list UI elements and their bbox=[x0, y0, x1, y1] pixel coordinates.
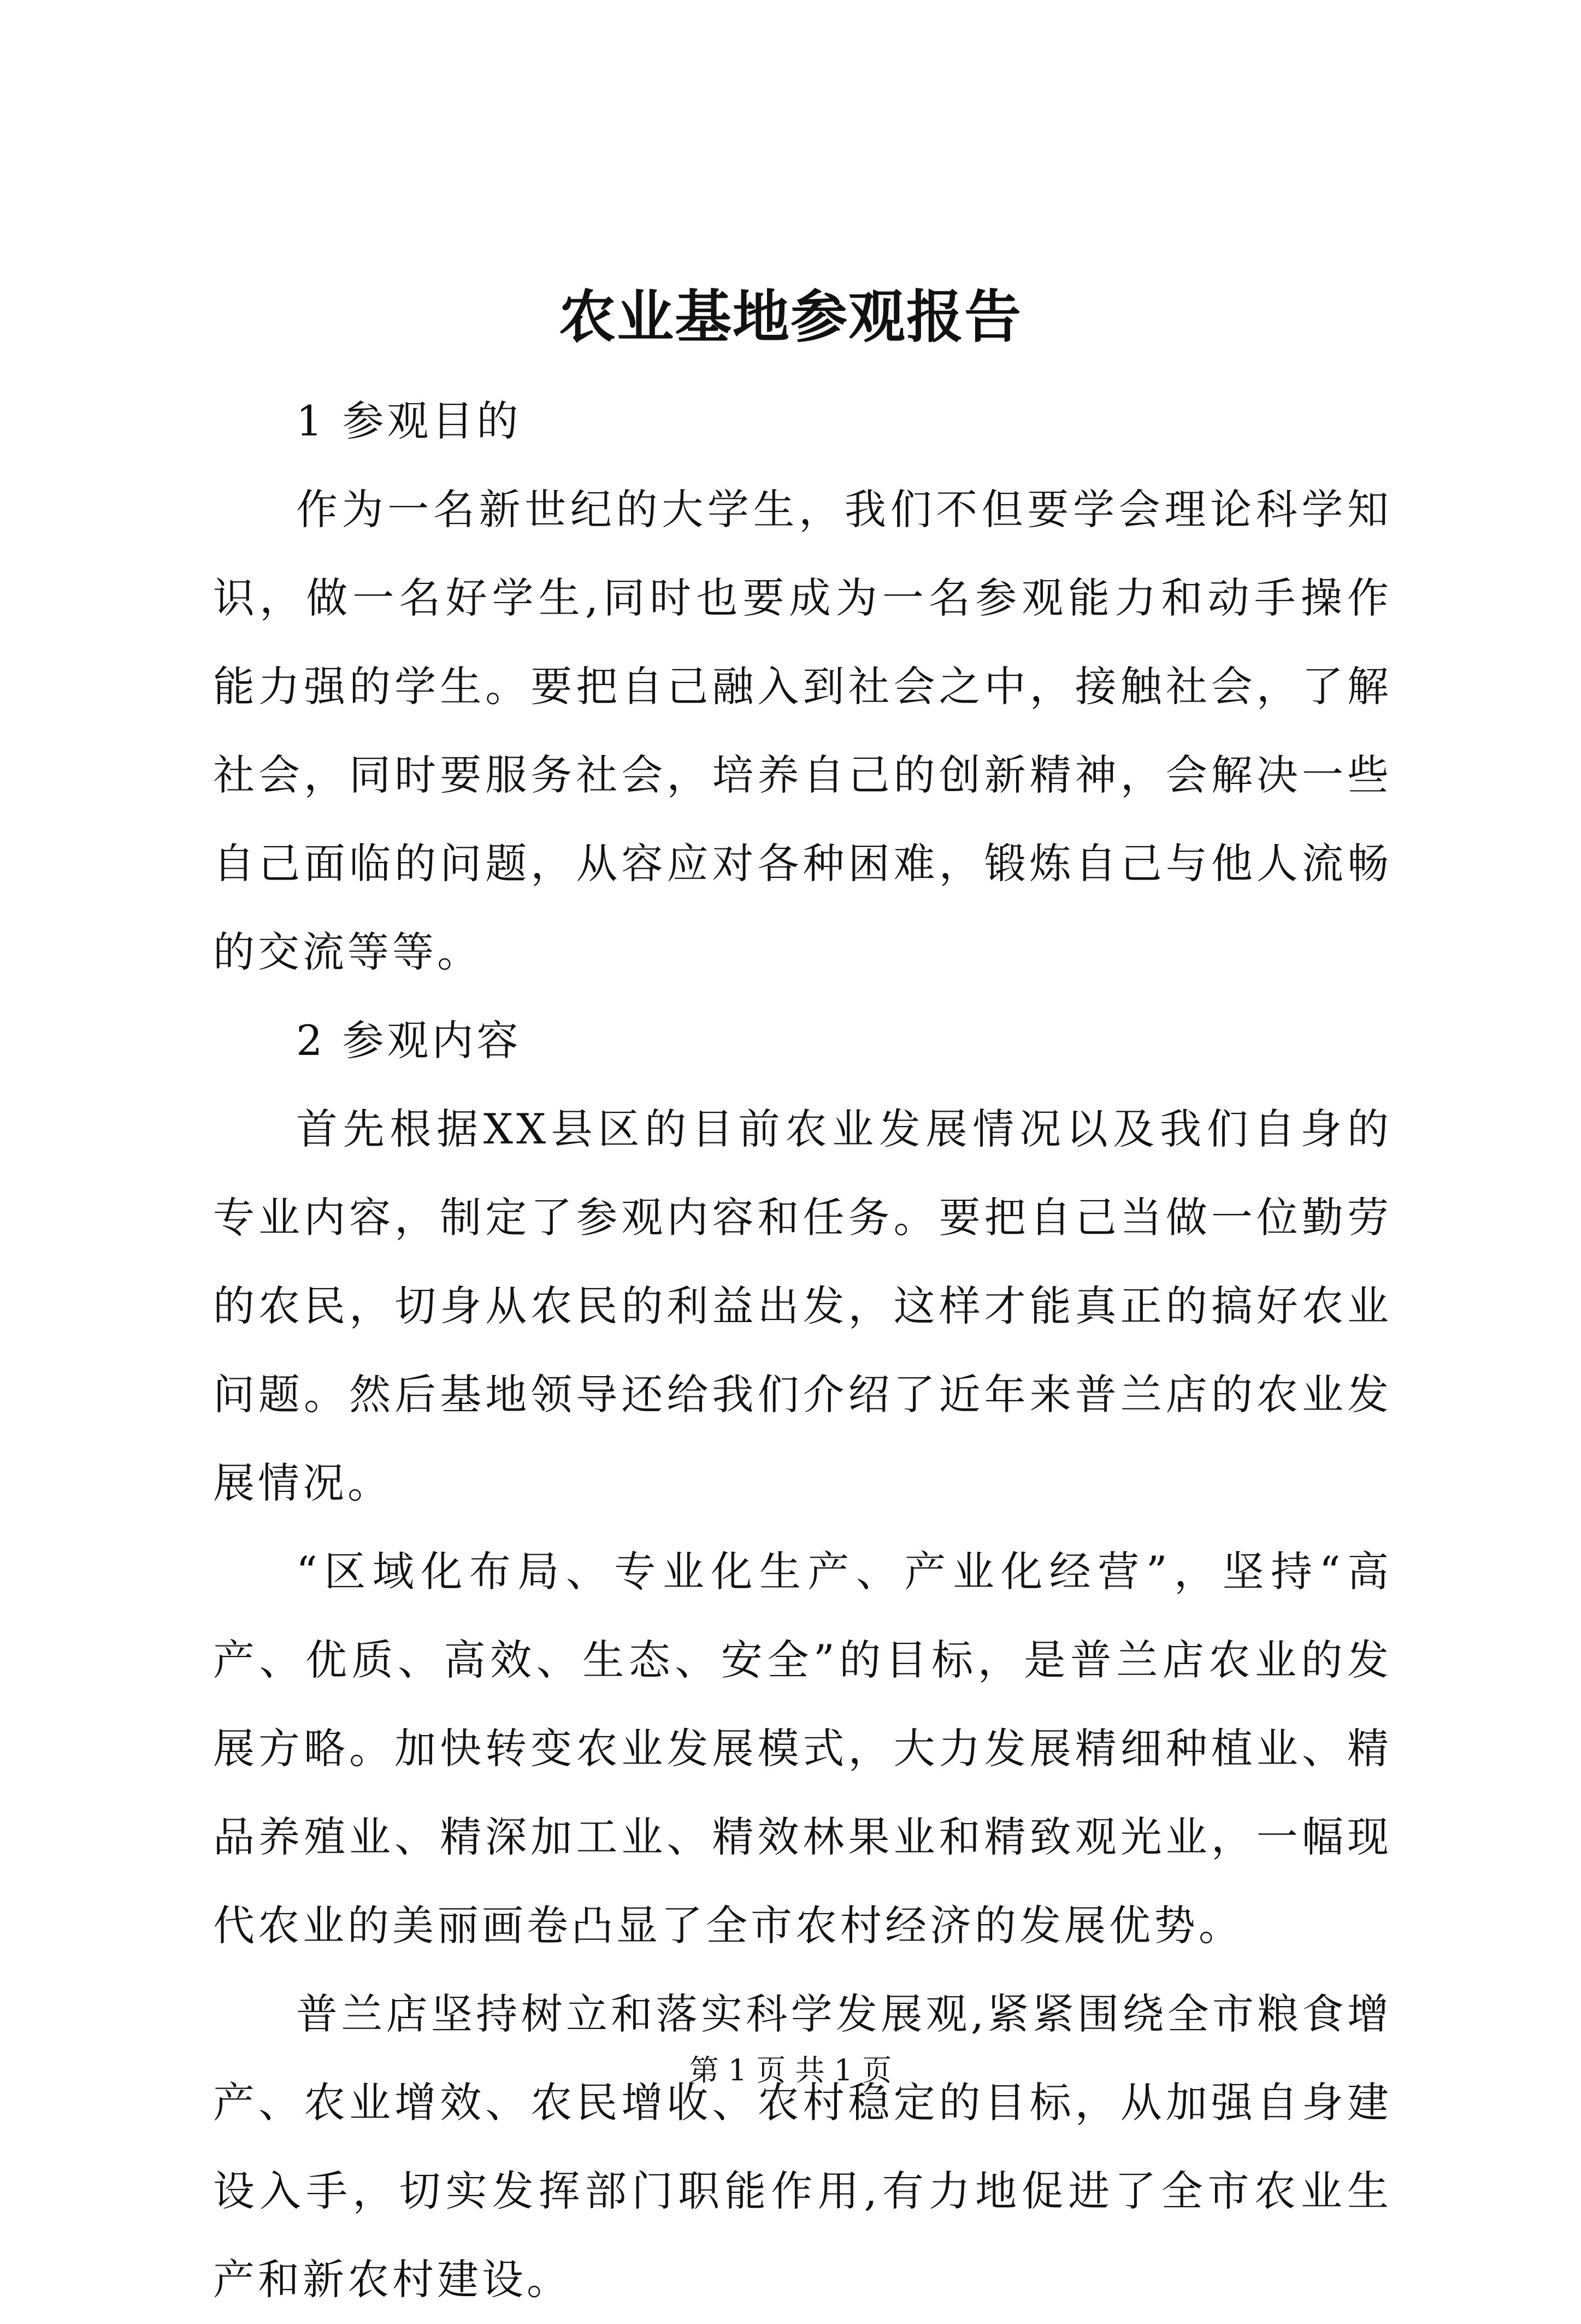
section-heading-content: 2 参观内容 bbox=[296, 1016, 522, 1065]
paragraph-purpose: 作为一名新世纪的大学生，我们不但要学会理论科学知识，做一名好学生,同时也要成为一名参观能力和动手操作能力强的学生。要把自己融入到社会之中，接触社会，了解社会，同时要服务社会，培养自己的创新精神，会解决一些自己面临的问题，从容应对各种困难，锻炼自己与他人流畅的交流等等。 bbox=[213, 485, 1392, 976]
paragraph-development: 普兰店坚持树立和落实科学发展观,紧紧围绕全市粮食增产、农业增效、农民增收、农村稳定的目标，从加强自身建设入手，切实发挥部门职能作用,有力地促进了全市农业生产和新农村建设。 bbox=[213, 1990, 1392, 2304]
section-heading-purpose: 1 参观目的 bbox=[296, 397, 522, 445]
page-footer: 第 1 页 共 1 页 bbox=[689, 2053, 892, 2087]
page-title: 农业基地参观报告 bbox=[558, 283, 1022, 350]
paragraph-content-intro: 首先根据XX县区的目前农业发展情况以及我们自身的专业内容，制定了参观内容和任务。要把自己当做一位勤劳的农民，切身从农民的利益出发，这样才能真正的搞好农业问题。然后基地领导还给我们介绍了近年来普兰店的农业发展情况。 bbox=[213, 1105, 1392, 1507]
paragraph-strategy: “区域化布局、专业化生产、产业化经营”，坚持“高产、优质、高效、生态、安全”的目标，是普兰店农业的发展方略。加快转变农业发展模式，大力发展精细种植业、精品养殖业、精深加工业、精效林果业和精致观光业，一幅现代农业的美丽画卷凸显了全市农村经济的发展优势。 bbox=[213, 1547, 1392, 1950]
document-body bbox=[213, 377, 1392, 2324]
